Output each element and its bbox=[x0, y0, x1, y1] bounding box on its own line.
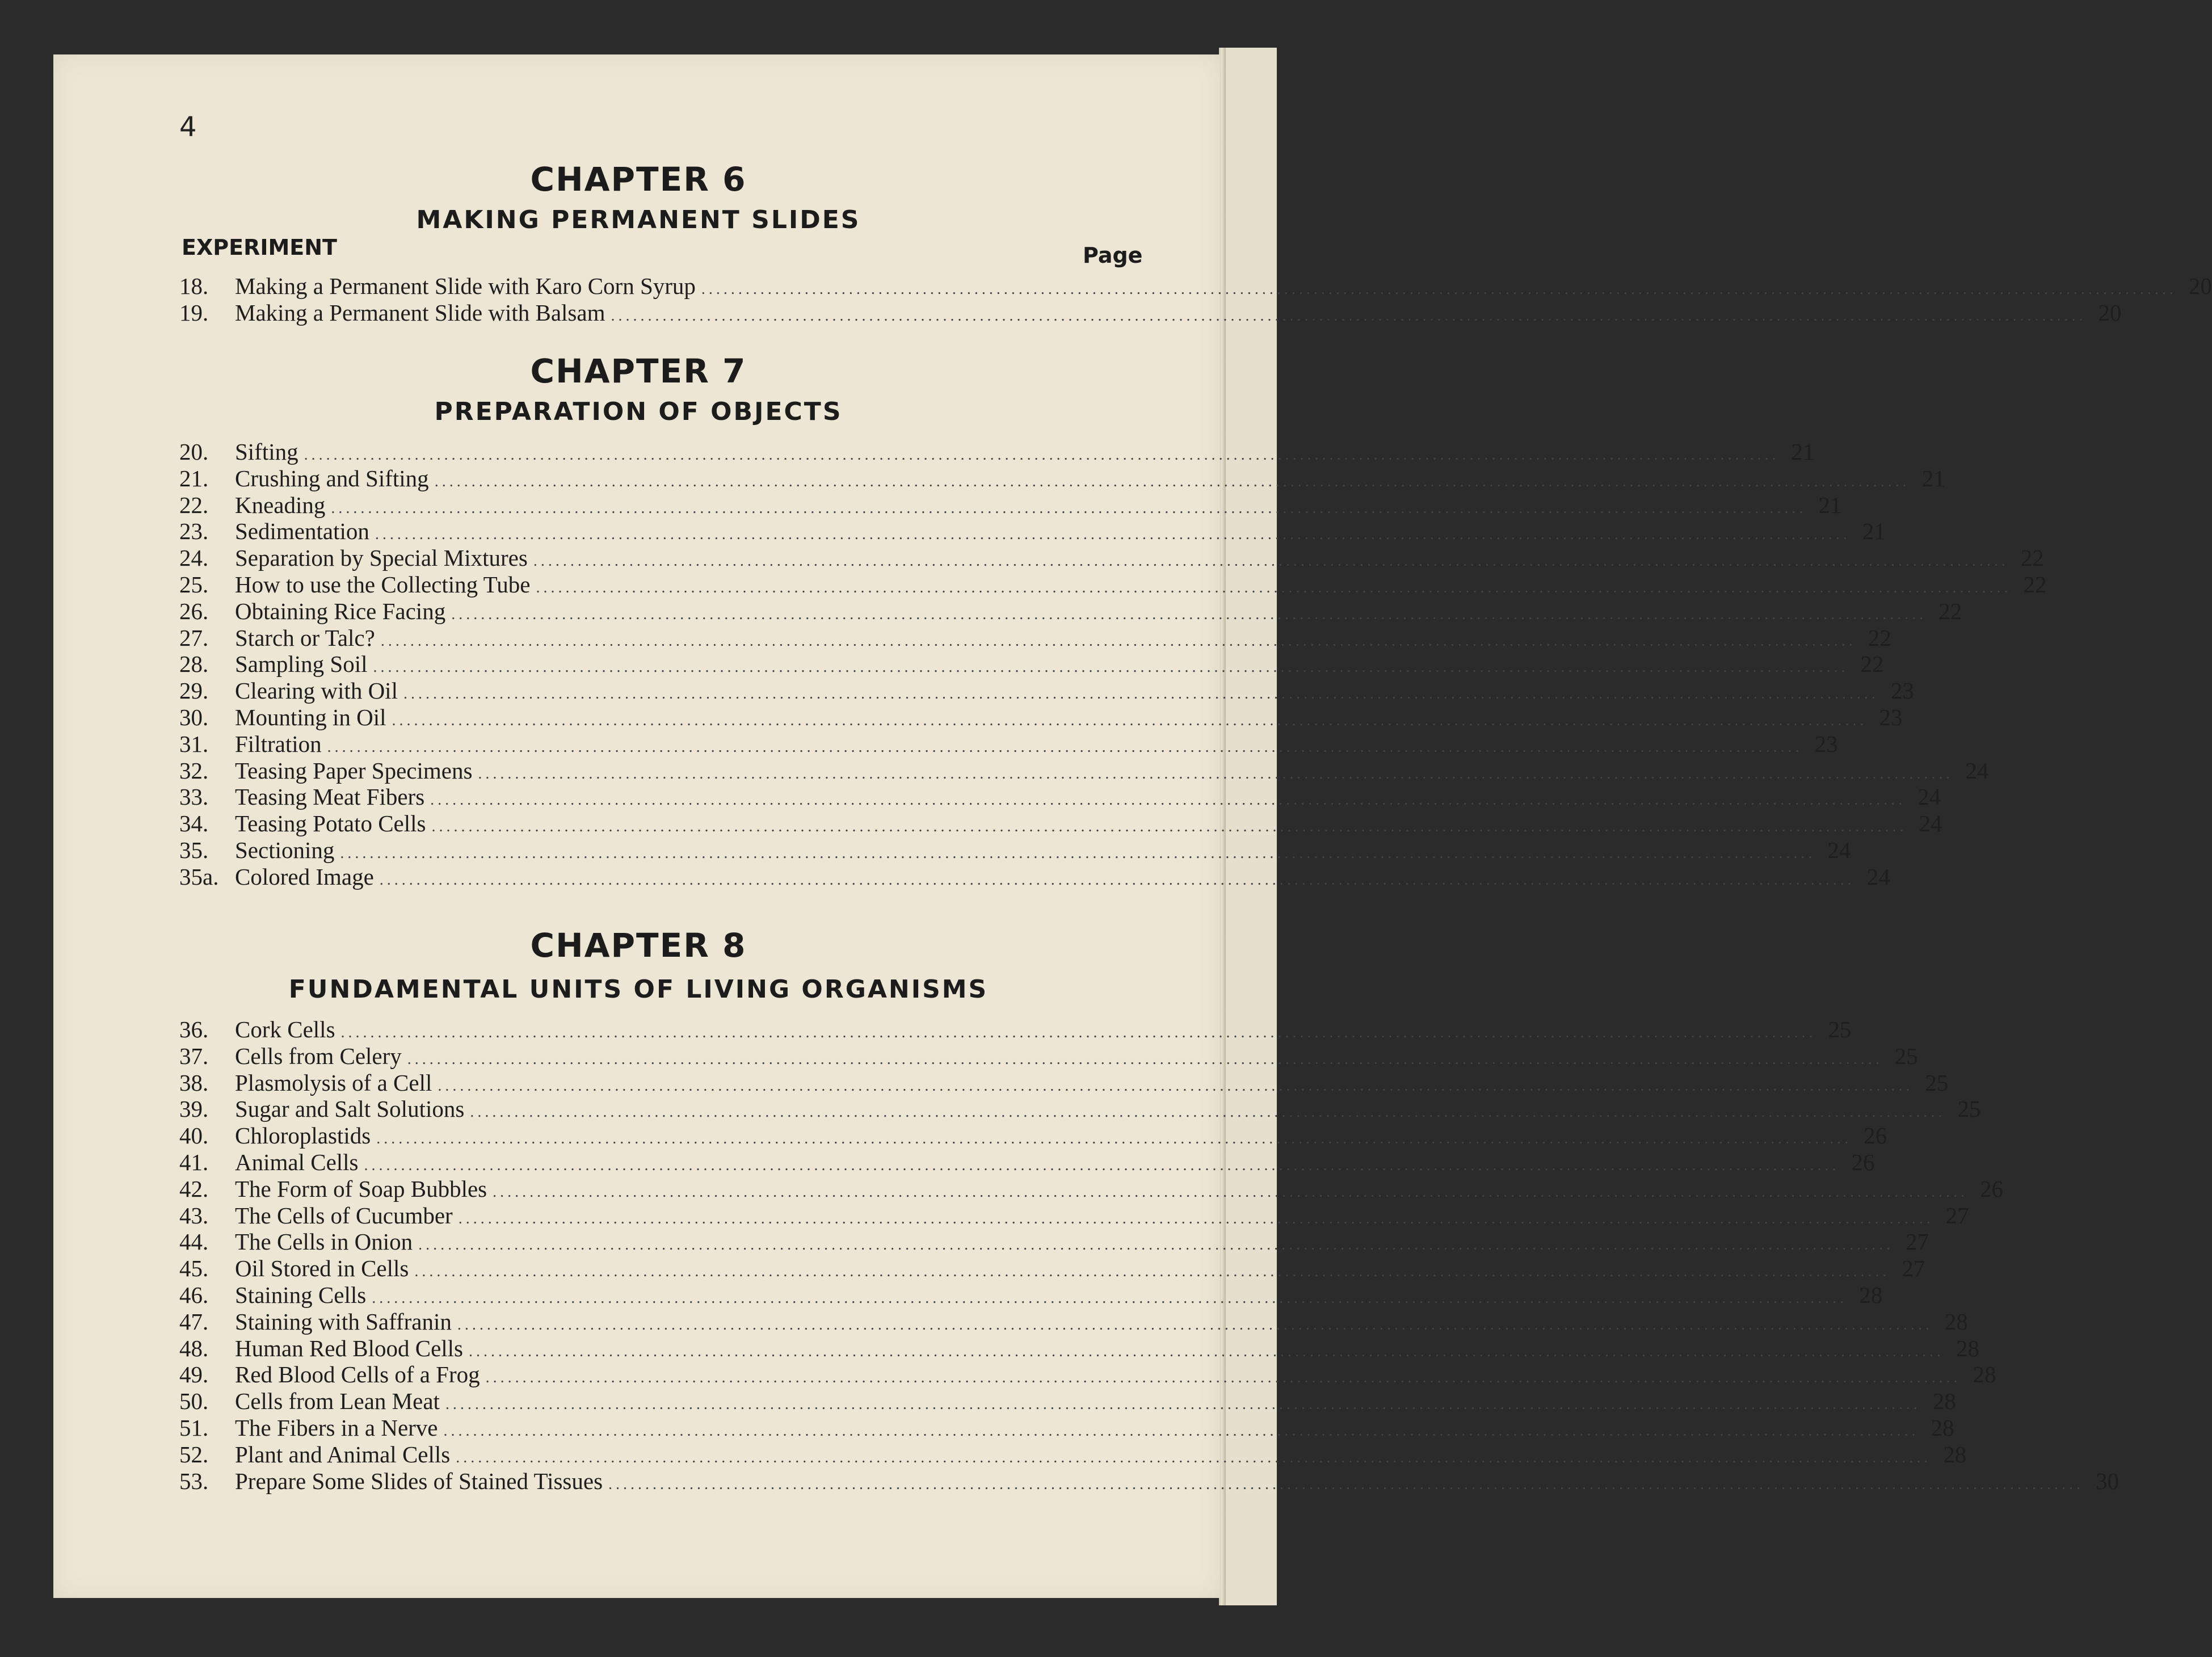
dot-leader: ........................................................................................................................................................................................................ bbox=[327, 738, 1803, 756]
experiment-number: 28. bbox=[179, 651, 209, 678]
experiment-number: 26. bbox=[179, 598, 209, 624]
page-ref: 28 bbox=[1973, 1361, 1996, 1388]
page-ref: 23 bbox=[1879, 704, 1903, 730]
page-ref: 23 bbox=[1890, 678, 1914, 704]
experiment-number: 21. bbox=[179, 465, 209, 491]
experiment-title: Kneading bbox=[235, 491, 326, 518]
page-ref: 27 bbox=[1906, 1229, 1929, 1255]
experiment-number: 36. bbox=[179, 1016, 209, 1042]
toc-entry bbox=[179, 810, 1942, 837]
page-number: 4 bbox=[179, 111, 197, 143]
experiment-title: Teasing Potato Cells bbox=[235, 810, 426, 837]
experiment-title: Animal Cells bbox=[235, 1149, 359, 1175]
dot-leader: ........................................................................................................................................................................................................ bbox=[304, 446, 1780, 464]
page-ref: 25 bbox=[1925, 1069, 1949, 1096]
toc-entry bbox=[179, 598, 1962, 624]
page-ref: 28 bbox=[1859, 1281, 1883, 1308]
toc-entry bbox=[179, 1042, 1918, 1069]
toc-entry bbox=[179, 677, 1914, 704]
experiment-number: 46. bbox=[179, 1281, 209, 1308]
dot-leader: ........................................................................................................................................................................................................ bbox=[340, 844, 1816, 862]
toc-entry bbox=[179, 863, 1890, 890]
experiment-title: Crushing and Sifting bbox=[235, 465, 429, 491]
experiment-number: 22. bbox=[179, 491, 209, 518]
toc-entry bbox=[179, 272, 2212, 299]
experiment-number: 24. bbox=[179, 545, 209, 571]
experiment-title: The Form of Soap Bubbles bbox=[235, 1175, 487, 1202]
experiment-number: 42. bbox=[179, 1175, 209, 1202]
page-ref: 22 bbox=[2020, 545, 2044, 571]
experiment-title: Plant and Animal Cells bbox=[235, 1441, 451, 1467]
dot-leader: ........................................................................................................................................................................................................ bbox=[533, 552, 2009, 570]
dot-leader: ........................................................................................................................................................................................................ bbox=[379, 870, 1855, 889]
toc-entry bbox=[179, 1122, 1887, 1149]
page-ref: 28 bbox=[1931, 1414, 1954, 1441]
experiment-number: 35a. bbox=[179, 863, 219, 890]
experiment-title: Human Red Blood Cells bbox=[235, 1335, 464, 1361]
dot-leader: ........................................................................................................................................................................................................ bbox=[485, 1369, 1961, 1387]
dot-leader: ........................................................................................................................................................................................................ bbox=[431, 818, 1907, 836]
experiment-number: 39. bbox=[179, 1096, 209, 1122]
dot-leader: ........................................................................................................................................................................................................ bbox=[478, 764, 1954, 783]
toc-entry bbox=[179, 465, 1945, 491]
dot-leader: ........................................................................................................................................................................................................ bbox=[392, 711, 1868, 729]
toc-entry bbox=[179, 730, 1838, 757]
dot-leader: ........................................................................................................................................................................................................ bbox=[608, 1475, 2084, 1493]
toc-entry bbox=[179, 704, 1903, 730]
experiment-title: Mounting in Oil bbox=[235, 704, 386, 730]
experiment-number: 23. bbox=[179, 518, 209, 545]
page-ref: 25 bbox=[1957, 1096, 1981, 1122]
experiment-number: 37. bbox=[179, 1042, 209, 1069]
page-ref: 21 bbox=[1818, 491, 1842, 518]
page-ref: 26 bbox=[1864, 1122, 1887, 1149]
experiment-number: 25. bbox=[179, 571, 209, 598]
page-ref: 22 bbox=[1938, 598, 1962, 624]
toc-entry bbox=[179, 1387, 1956, 1415]
page-ref: 25 bbox=[1828, 1016, 1852, 1042]
dot-leader: ........................................................................................................................................................................................................ bbox=[434, 472, 1910, 490]
dot-leader: ........................................................................................................................................................................................................ bbox=[445, 1395, 1921, 1414]
chapter-7-heading: CHAPTER 7 bbox=[530, 352, 747, 390]
experiment-number: 53. bbox=[179, 1467, 209, 1494]
dot-leader: ........................................................................................................................................................................................................ bbox=[443, 1422, 1919, 1440]
chapter-8-subtitle: FUNDAMENTAL UNITS OF LIVING ORGANISMS bbox=[288, 975, 989, 1004]
chapter-6-heading: CHAPTER 6 bbox=[530, 160, 747, 199]
dot-leader: ........................................................................................................................................................................................................ bbox=[376, 1130, 1852, 1148]
dot-leader: ........................................................................................................................................................................................................ bbox=[375, 525, 1851, 544]
toc-entry bbox=[179, 571, 2047, 598]
experiment-title: Chloroplastids bbox=[235, 1122, 371, 1149]
experiment-number: 35. bbox=[179, 836, 209, 863]
page-ref: 28 bbox=[1932, 1388, 1956, 1415]
dot-leader: ........................................................................................................................................................................................................ bbox=[456, 1448, 1932, 1466]
toc-entry bbox=[179, 299, 2122, 326]
experiment-title: Sectioning bbox=[235, 836, 335, 863]
experiment-title: Red Blood Cells of a Frog bbox=[235, 1361, 480, 1388]
toc-entry bbox=[179, 1308, 1968, 1335]
experiment-title: Clearing with Oil bbox=[235, 678, 398, 704]
experiment-number: 49. bbox=[179, 1361, 209, 1388]
page-ref: 24 bbox=[1827, 836, 1851, 863]
dot-leader: ........................................................................................................................................................................................................ bbox=[372, 1289, 1848, 1307]
dot-leader: ........................................................................................................................................................................................................ bbox=[418, 1236, 1894, 1254]
experiment-title: How to use the Collecting Tube bbox=[235, 571, 531, 598]
experiment-number: 20. bbox=[179, 439, 209, 465]
dot-leader: ........................................................................................................................................................................................................ bbox=[469, 1342, 1945, 1360]
toc-entry bbox=[179, 438, 1815, 465]
toc-entry bbox=[179, 1281, 1883, 1308]
experiment-number: 45. bbox=[179, 1255, 209, 1282]
toc-entry bbox=[179, 1095, 1981, 1122]
experiment-title: The Fibers in a Nerve bbox=[235, 1414, 438, 1441]
experiment-number: 50. bbox=[179, 1388, 209, 1415]
experiment-title: The Cells of Cucumber bbox=[235, 1202, 453, 1229]
dot-leader: ........................................................................................................................................................................................................ bbox=[403, 685, 1879, 703]
experiment-title: Cork Cells bbox=[235, 1016, 335, 1042]
toc-entry bbox=[179, 1228, 1929, 1255]
experiment-title: Making a Permanent Slide with Karo Corn Syrup bbox=[235, 273, 696, 299]
dot-leader: ........................................................................................................................................................................................................ bbox=[493, 1183, 1969, 1201]
page-ref: 22 bbox=[2023, 571, 2047, 598]
page-ref: 20 bbox=[2188, 273, 2212, 299]
dot-leader: ........................................................................................................................................................................................................ bbox=[470, 1103, 1946, 1121]
experiment-title: Colored Image bbox=[235, 863, 374, 890]
experiment-title: Teasing Meat Fibers bbox=[235, 784, 425, 810]
page-ref: 26 bbox=[1980, 1175, 2004, 1202]
toc-entry bbox=[179, 518, 1886, 545]
experiment-title: Separation by Special Mixtures bbox=[235, 545, 528, 571]
toc-entry bbox=[179, 1467, 2120, 1494]
experiment-title: Cells from Lean Meat bbox=[235, 1388, 440, 1415]
experiment-number: 30. bbox=[179, 704, 209, 730]
dot-leader: ........................................................................................................................................................................................................ bbox=[373, 658, 1849, 676]
experiment-number: 48. bbox=[179, 1335, 209, 1361]
toc-entry bbox=[179, 1016, 1852, 1042]
toc-entry bbox=[179, 1335, 1980, 1361]
page-ref: 21 bbox=[1921, 465, 1945, 491]
dot-leader: ........................................................................................................................................................................................................ bbox=[364, 1156, 1840, 1174]
experiment-number: 27. bbox=[179, 624, 209, 651]
chapter-6-toc bbox=[179, 272, 2212, 326]
page-ref: 28 bbox=[1943, 1441, 1967, 1467]
experiment-title: Staining with Saffranin bbox=[235, 1308, 452, 1335]
experiment-number: 29. bbox=[179, 678, 209, 704]
toc-entry bbox=[179, 783, 1941, 810]
experiment-title: Starch or Talc? bbox=[235, 624, 375, 651]
dot-leader: ........................................................................................................................................................................................................ bbox=[611, 306, 2087, 325]
experiment-title: Obtaining Rice Facing bbox=[235, 598, 446, 624]
page-column-label: Page bbox=[1083, 243, 1143, 268]
experiment-number: 34. bbox=[179, 810, 209, 837]
experiment-number: 51. bbox=[179, 1414, 209, 1441]
experiment-number: 38. bbox=[179, 1069, 209, 1096]
toc-entry bbox=[179, 1441, 1967, 1467]
page-ref: 24 bbox=[1917, 784, 1941, 810]
toc-entry bbox=[179, 757, 1989, 784]
experiment-title: Cells from Celery bbox=[235, 1042, 402, 1069]
toc-entry bbox=[179, 544, 2044, 571]
toc-entry bbox=[179, 1255, 1925, 1282]
page-ref: 21 bbox=[1791, 439, 1815, 465]
experiment-title: The Cells in Onion bbox=[235, 1229, 413, 1255]
chapter-6-subtitle: MAKING PERMANENT SLIDES bbox=[416, 205, 861, 234]
dot-leader: ........................................................................................................................................................................................................ bbox=[458, 1209, 1934, 1227]
dot-leader: ........................................................................................................................................................................................................ bbox=[430, 791, 1906, 809]
experiment-title: Filtration bbox=[235, 730, 322, 757]
experiment-number: 52. bbox=[179, 1441, 209, 1467]
page-ref: 22 bbox=[1868, 624, 1891, 651]
toc-entry bbox=[179, 650, 1884, 678]
experiment-title: Sampling Soil bbox=[235, 651, 368, 678]
experiment-number: 40. bbox=[179, 1122, 209, 1149]
page-ref: 28 bbox=[1944, 1308, 1968, 1335]
experiment-number: 43. bbox=[179, 1202, 209, 1229]
page-ref: 24 bbox=[1965, 757, 1989, 784]
toc-entry bbox=[179, 1361, 1996, 1388]
dot-leader: ........................................................................................................................................................................................................ bbox=[414, 1263, 1890, 1281]
chapter-7-subtitle: PREPARATION OF OBJECTS bbox=[434, 397, 843, 426]
experiment-title: Teasing Paper Specimens bbox=[235, 757, 473, 784]
page-ref: 24 bbox=[1866, 863, 1890, 890]
dot-leader: ........................................................................................................................................................................................................ bbox=[331, 499, 1807, 517]
chapter-8-heading: CHAPTER 8 bbox=[530, 926, 747, 965]
chapter-7-toc bbox=[179, 438, 2047, 890]
experiment-number: 33. bbox=[179, 784, 209, 810]
page-ref: 27 bbox=[1945, 1202, 1969, 1229]
toc-entry bbox=[179, 1202, 1969, 1229]
page-ref: 25 bbox=[1894, 1042, 1918, 1069]
dot-leader: ........................................................................................................................................................................................................ bbox=[380, 632, 1856, 650]
toc-entry bbox=[179, 1069, 1949, 1096]
chapter-8-toc bbox=[179, 1016, 2120, 1494]
toc-entry bbox=[179, 1175, 2004, 1202]
experiment-title: Plasmolysis of a Cell bbox=[235, 1069, 432, 1096]
dot-leader: ........................................................................................................................................................................................................ bbox=[457, 1315, 1933, 1334]
dot-leader: ........................................................................................................................................................................................................ bbox=[438, 1076, 1914, 1095]
toc-entry bbox=[179, 491, 1842, 518]
experiment-number: 47. bbox=[179, 1308, 209, 1335]
dot-leader: ........................................................................................................................................................................................................ bbox=[451, 605, 1927, 623]
page-ref: 30 bbox=[2096, 1467, 2120, 1494]
experiment-title: Prepare Some Slides of Stained Tissues bbox=[235, 1467, 603, 1494]
experiment-title: Staining Cells bbox=[235, 1281, 367, 1308]
dot-leader: ........................................................................................................................................................................................................ bbox=[701, 280, 2177, 298]
experiment-number: 44. bbox=[179, 1229, 209, 1255]
dot-leader: ........................................................................................................................................................................................................ bbox=[407, 1050, 1883, 1068]
experiment-title: Oil Stored in Cells bbox=[235, 1255, 409, 1282]
experiment-number: 41. bbox=[179, 1149, 209, 1175]
experiment-number: 32. bbox=[179, 757, 209, 784]
experiment-number: 31. bbox=[179, 730, 209, 757]
page-ref: 28 bbox=[1956, 1335, 1980, 1361]
toc-entry bbox=[179, 624, 1891, 651]
experiment-title: Sedimentation bbox=[235, 518, 369, 545]
experiment-title: Making a Permanent Slide with Balsam bbox=[235, 299, 605, 326]
dot-leader: ........................................................................................................................................................................................................ bbox=[340, 1024, 1816, 1041]
experiment-title: Sugar and Salt Solutions bbox=[235, 1096, 465, 1122]
toc-entry bbox=[179, 1414, 1954, 1441]
page-ref: 26 bbox=[1851, 1149, 1875, 1175]
toc-entry bbox=[179, 1149, 1875, 1175]
page-ref: 27 bbox=[1902, 1255, 1925, 1282]
dot-leader: ........................................................................................................................................................................................................ bbox=[536, 578, 2012, 596]
toc-entry bbox=[179, 836, 1851, 863]
page-ref: 24 bbox=[1919, 810, 1942, 837]
experiment-number: 19. bbox=[179, 299, 209, 326]
page-ref: 22 bbox=[1860, 651, 1884, 678]
experiment-column-label: EXPERIMENT bbox=[182, 235, 337, 260]
page-ref: 23 bbox=[1814, 730, 1838, 757]
experiment-number: 18. bbox=[179, 273, 209, 299]
experiment-title: Sifting bbox=[235, 439, 298, 465]
page-ref: 20 bbox=[2098, 299, 2122, 326]
page-ref: 21 bbox=[1862, 518, 1886, 545]
